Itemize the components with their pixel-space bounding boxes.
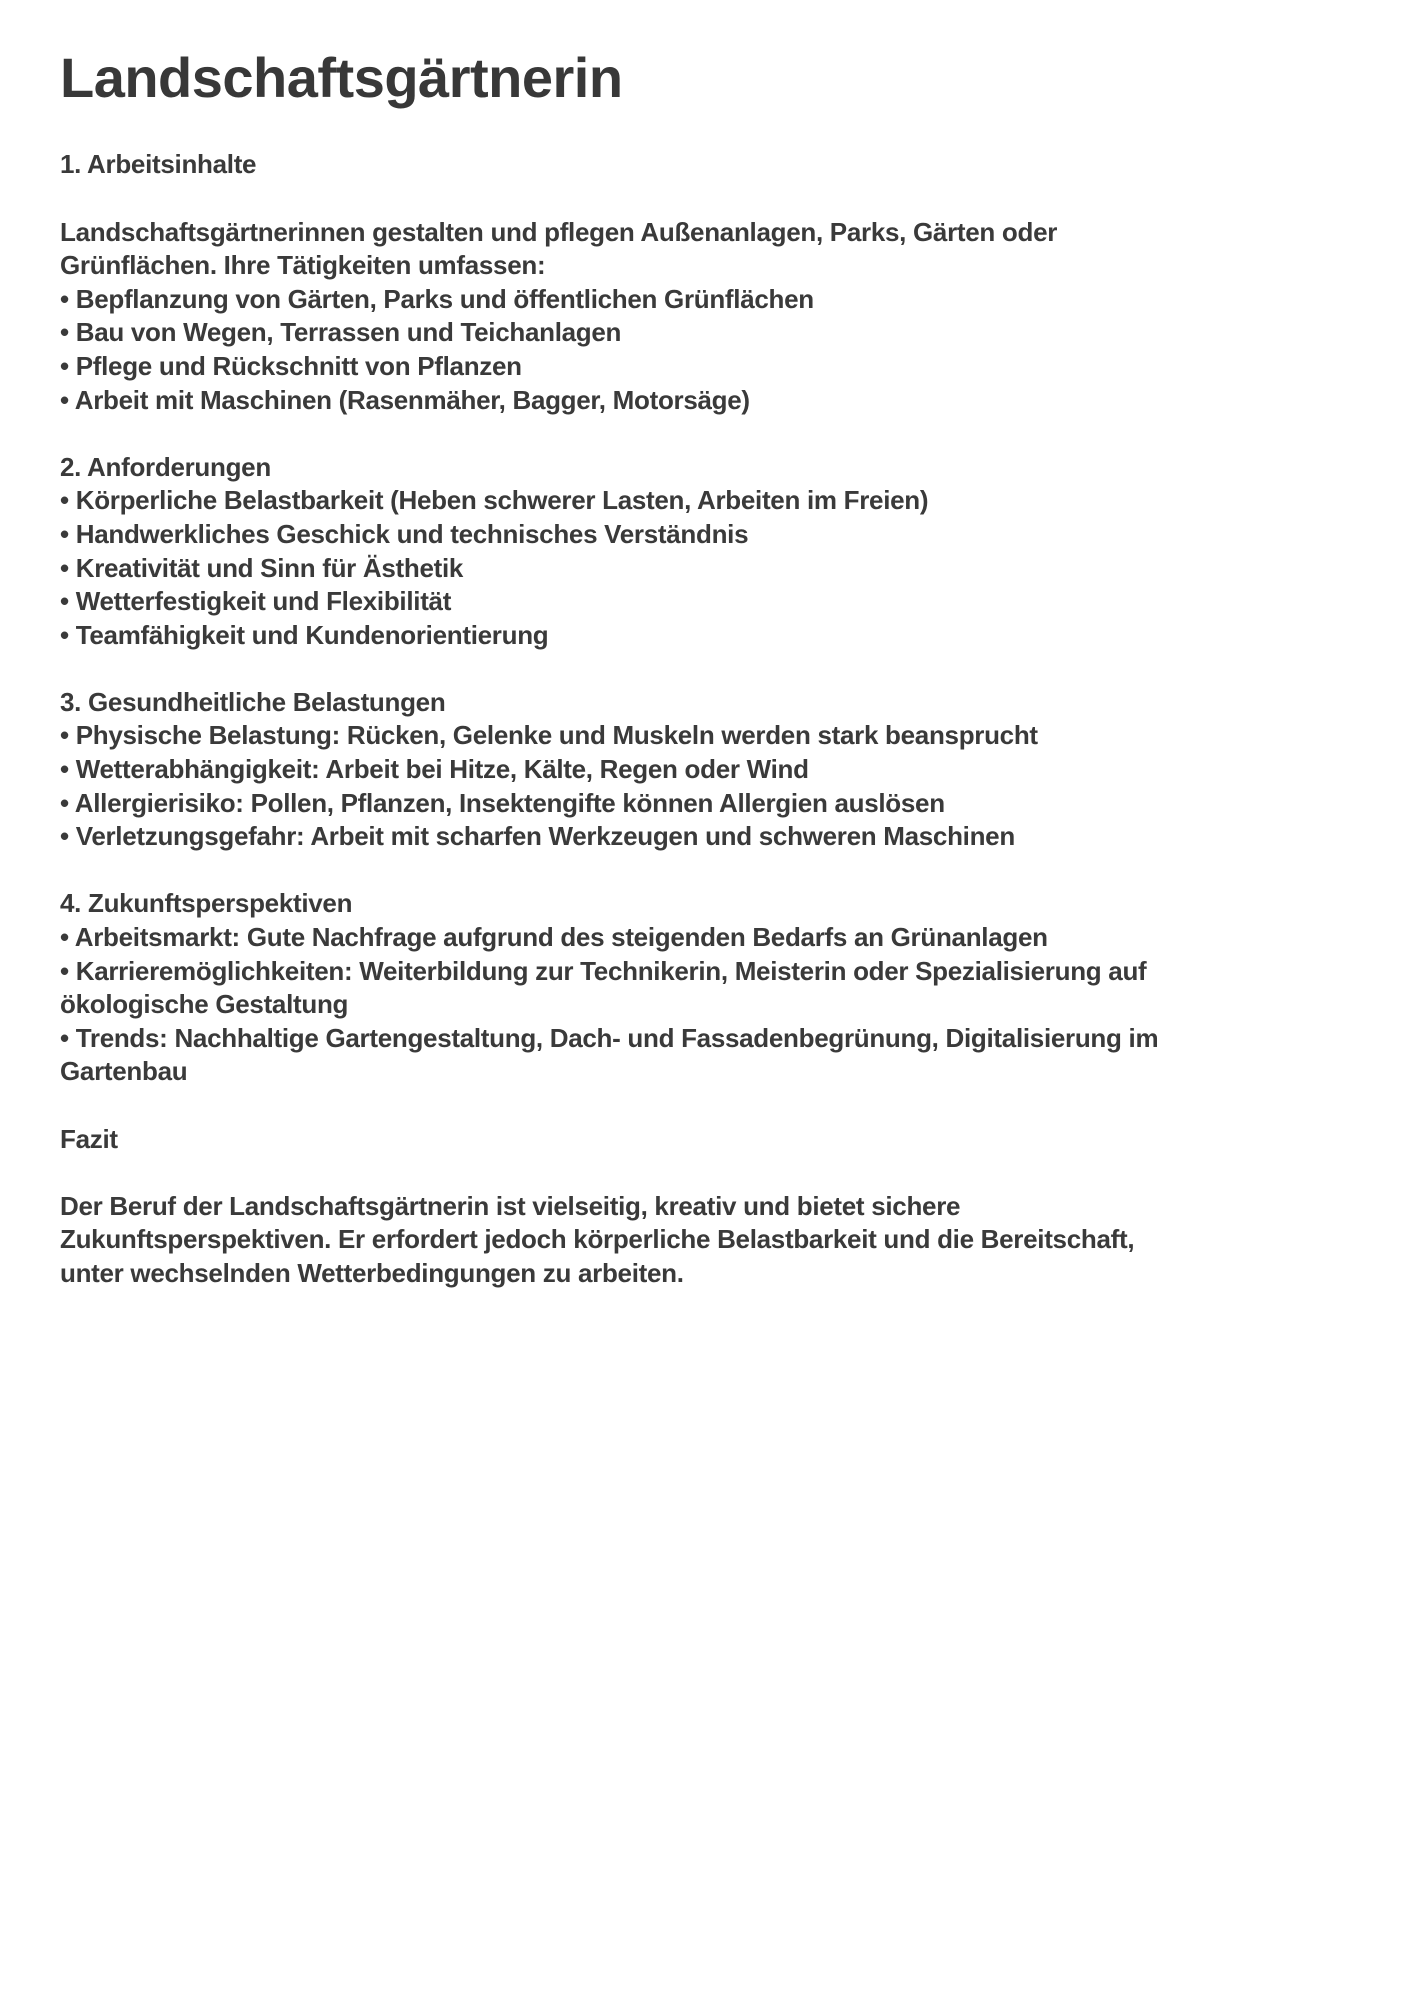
bullet-line: • Trends: Nachhaltige Gartengestaltung, Dach- und Fassadenbegrünung, Digitalisierung im [60, 1022, 1159, 1053]
bullet-line: • Wetterabhängigkeit: Arbeit bei Hitze, Kälte, Regen oder Wind [60, 754, 809, 785]
bullet-line: • Physische Belastung: Rücken, Gelenke und Muskeln werden stark beansprucht [60, 720, 1038, 751]
bullet-line: • Bepflanzung von Gärten, Parks und öffentlichen Grünflächen [60, 283, 814, 314]
text-line: 1. Arbeitsinhalte [60, 149, 257, 180]
bullet-line: • Karrieremöglichkeiten: Weiterbildung zur Technikerin, Meisterin oder Spezialisierung auf [60, 955, 1147, 986]
bullet-line: • Allergierisiko: Pollen, Pflanzen, Insektengifte können Allergien auslösen [60, 787, 945, 818]
bullet-line: • Handwerkliches Geschick und technisches Verständnis [60, 518, 749, 549]
section-2-anforderungen [60, 451, 1364, 653]
text-line: Gartenbau [60, 1056, 188, 1087]
bullet-line: • Wetterfestigkeit und Flexibilität [60, 586, 452, 617]
text-line: Fazit [60, 1123, 118, 1154]
text-line: Landschaftsgärtnerinnen gestalten und pflegen Außenanlagen, Parks, Gärten oder [60, 216, 1058, 247]
fazit-content [60, 1190, 1364, 1291]
text-line: 4. Zukunftsperspektiven [60, 888, 353, 919]
page-title: Landschaftsgärtnerin [60, 46, 623, 109]
text-line: Grünflächen. Ihre Tätigkeiten umfassen: [60, 250, 546, 281]
bullet-line: • Bau von Wegen, Terrassen und Teichanlagen [60, 317, 622, 348]
bullet-line: • Arbeitsmarkt: Gute Nachfrage aufgrund des steigenden Bedarfs an Grünanlagen [60, 922, 1048, 953]
text-line: Zukunftsperspektiven. Er erfordert jedoch körperliche Belastbarkeit und die Bereitschaft, [60, 1224, 1135, 1255]
text-line: Der Beruf der Landschaftsgärtnerin ist vielseitig, kreativ und bietet sichere [60, 1190, 961, 1221]
bullet-line: • Pflege und Rückschnitt von Pflanzen [60, 350, 522, 381]
text-line: 3. Gesundheitliche Belastungen [60, 686, 446, 717]
text-line: ökologische Gestaltung [60, 989, 349, 1020]
bullet-line: • Verletzungsgefahr: Arbeit mit scharfen Werkzeugen und schweren Maschinen [60, 821, 1015, 852]
bullet-line: • Teamfähigkeit und Kundenorientierung [60, 619, 549, 650]
fazit-heading [60, 1123, 1364, 1157]
section-4-zukunftsperspektiven [60, 887, 1364, 1089]
text-line: unter wechselnden Wetterbedingungen zu arbeiten. [60, 1257, 684, 1288]
text-line: 2. Anforderungen [60, 451, 271, 482]
bullet-line: • Arbeit mit Maschinen (Rasenmäher, Bagger, Motorsäge) [60, 384, 750, 415]
bullet-line: • Körperliche Belastbarkeit (Heben schwerer Lasten, Arbeiten im Freien) [60, 485, 929, 516]
bullet-line: • Kreativität und Sinn für Ästhetik [60, 552, 464, 583]
section-3-gesundheitliche-belastungen [60, 686, 1364, 854]
document-body [60, 148, 1364, 1290]
section-1-heading [60, 148, 1364, 182]
section-1-content [60, 216, 1364, 418]
